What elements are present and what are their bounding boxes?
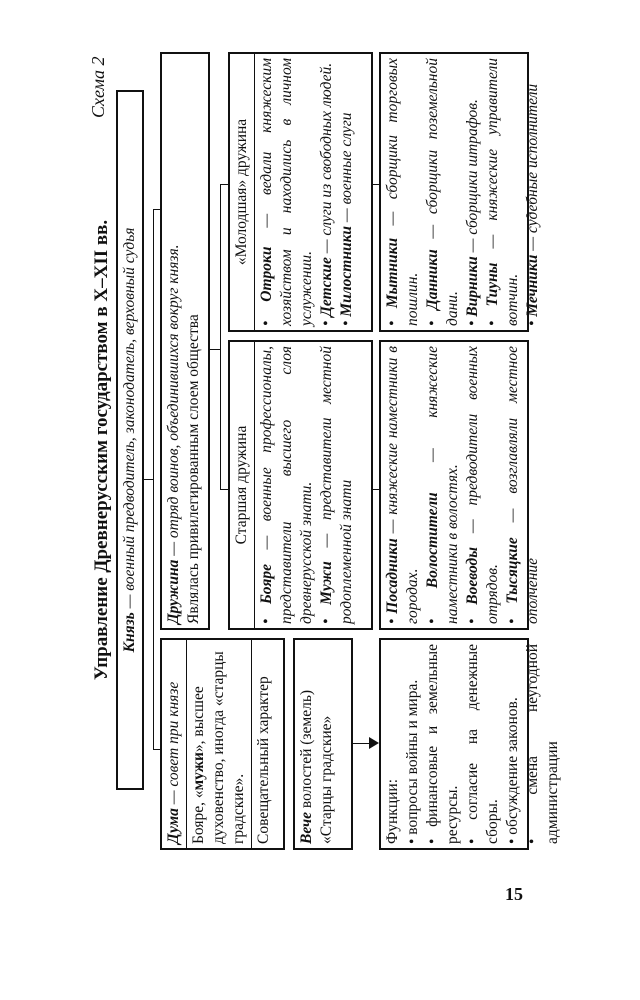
functions-box: [379, 638, 561, 850]
junior-box: [228, 52, 373, 332]
senior-post-term: Волостители: [424, 492, 441, 589]
connector-junior: [220, 184, 228, 185]
junior-item: • Детские — слуги из свободных людей.: [318, 62, 335, 326]
arrow-head: [369, 737, 379, 749]
veche-line2: «Старцы градские»: [318, 715, 335, 844]
druzhina-desc: — отряд воинов, объединившихся вокруг князя.: [165, 244, 182, 560]
senior-posts-list: [381, 342, 545, 628]
junior-post: • Мечники — судебные исполнители: [524, 83, 541, 326]
veche-box: [293, 638, 353, 850]
knyaz-term: Князь: [121, 612, 138, 653]
senior-post-desc: — княжеские наместники в городах.: [384, 346, 421, 624]
junior-list: [255, 54, 359, 330]
senior-post-term: Тысяцкие: [504, 537, 521, 604]
duma-body-c: », высшее духовенство, иногда «старцы градские».: [190, 651, 247, 844]
functions-title: Функции:: [384, 778, 401, 844]
senior-post-term: Посадники: [384, 538, 401, 614]
connector-top: [153, 210, 154, 750]
senior-post-term: Воеводы: [464, 547, 481, 605]
senior-post-desc: — княжеские наместники в волостях.: [424, 346, 461, 624]
connector-split: [220, 185, 221, 490]
veche-term: Вече: [298, 811, 315, 844]
junior-desc: — военные слуги: [338, 112, 355, 226]
junior-desc: — ведали княжеским хозяйством и находились в личном услужении.: [258, 58, 315, 326]
duma-body: [187, 640, 252, 848]
senior-desc: — представители местной родоплеменной знати: [318, 346, 355, 624]
junior-post: • Мытники — сборщики торговых пошлин.: [384, 58, 421, 326]
duma-term: Дума: [165, 808, 182, 844]
knyaz-box: [116, 90, 144, 790]
senior-post: • Воеводы — предводители военных отрядов.: [464, 346, 501, 624]
druzhina-term: Дружина: [165, 559, 182, 624]
junior-post-term: Мечники: [524, 254, 541, 317]
page-title: Управление Древнерусским государством в X–XII вв.: [91, 219, 112, 681]
junior-post: • Данники — сборщики поземельной дани.: [424, 58, 461, 326]
connector-duma: [153, 749, 160, 750]
druzhina-box: [160, 52, 210, 630]
junior-post-desc: — сборщики поземельной дани.: [424, 58, 461, 326]
duma-body-a: Бояре, «: [190, 790, 207, 844]
senior-post: • Посадники — княжеские наместники в городах.: [384, 346, 421, 624]
druzhina-line1: [164, 58, 184, 624]
junior-post-term: Тиуны: [484, 262, 501, 307]
junior-term: Отроки: [258, 246, 275, 302]
senior-post-desc: — предводители военных отрядов.: [464, 346, 501, 624]
senior-post: • Тысяцкие — возглавляли местное ополчение: [504, 346, 541, 624]
functions-item: • обсуждение законов.: [504, 697, 521, 844]
senior-title: Старшая дружина: [230, 342, 255, 628]
duma-desc: — совет при князе: [165, 681, 182, 809]
page-number: 15: [505, 884, 523, 904]
senior-item: • Бояре — военные профессионалы, представители высшего слоя древнерусской знати.: [258, 346, 315, 624]
senior-item: • Мужи — представители местной родоплеменной знати: [318, 346, 355, 624]
junior-item: • Отроки — ведали княжеским хозяйством и находились в личном услужении.: [258, 58, 315, 326]
veche-rest: волостей (земель): [298, 689, 315, 812]
junior-post-term: Данники: [424, 249, 441, 310]
rotated-scheme: [90, 50, 561, 850]
senior-list: [255, 342, 359, 628]
functions-item: • согласие на денежные сборы.: [464, 644, 501, 844]
functions-item: • смена неугодной администрации: [524, 644, 561, 844]
senior-desc: — военные профессионалы, представители высшего слоя древнерусской знати.: [258, 346, 315, 624]
junior-post: • Вирники — сборщики штрафов.: [464, 99, 481, 326]
connector-druzhina: [153, 209, 160, 210]
functions-item: • финансовые и земельные ресурсы.: [424, 644, 461, 844]
senior-post: • Волостители — княжеские наместники в волостях.: [424, 346, 461, 624]
junior-post-term: Вирники: [464, 256, 481, 317]
duma-box: [160, 638, 285, 850]
junior-posts-box: [379, 52, 541, 332]
duma-note: Совещательный характер: [255, 676, 272, 844]
functions-list: [403, 644, 563, 844]
junior-term: Милостники: [338, 225, 355, 317]
duma-body-b: мужи: [190, 752, 207, 791]
senior-term: Бояре: [258, 564, 275, 605]
junior-posts-list: [381, 54, 545, 330]
senior-term: Мужи: [318, 561, 335, 605]
junior-post-desc: — судебные исполнители: [524, 83, 541, 255]
junior-desc: — слуги из свободных людей.: [318, 62, 335, 258]
junior-title: «Молодшая» дружина: [230, 54, 255, 330]
duma-header: [162, 640, 187, 848]
druzhina-line2: Являлась привилегированным слоем общества: [185, 314, 202, 624]
junior-post: • Тиуны — княжеские управители вотчин.: [484, 58, 521, 326]
connector-senior: [220, 489, 228, 490]
junior-post-desc: — сборщики торговых пошлин.: [384, 58, 421, 326]
junior-post-term: Мытники: [384, 237, 401, 309]
junior-item: • Милостники — военные слуги: [338, 112, 355, 326]
junior-term: Детские: [318, 257, 335, 317]
schema-label: Схема 2: [88, 56, 108, 118]
senior-box: [228, 340, 373, 630]
veche-line1: [297, 644, 317, 844]
knyaz-desc: — военный предводитель, законодатель, верховный судья: [121, 227, 138, 613]
connector-druzhina-down: [210, 349, 220, 350]
connector-knyaz: [144, 479, 153, 480]
senior-post-desc: — возглавляли местное ополчение: [504, 346, 541, 624]
junior-post-desc: — княжеские управители вотчин.: [484, 58, 521, 326]
functions-item: • вопросы войны и мира.: [404, 679, 421, 844]
junior-post-desc: — сборщики штрафов.: [464, 99, 481, 257]
senior-posts-box: [379, 340, 541, 630]
